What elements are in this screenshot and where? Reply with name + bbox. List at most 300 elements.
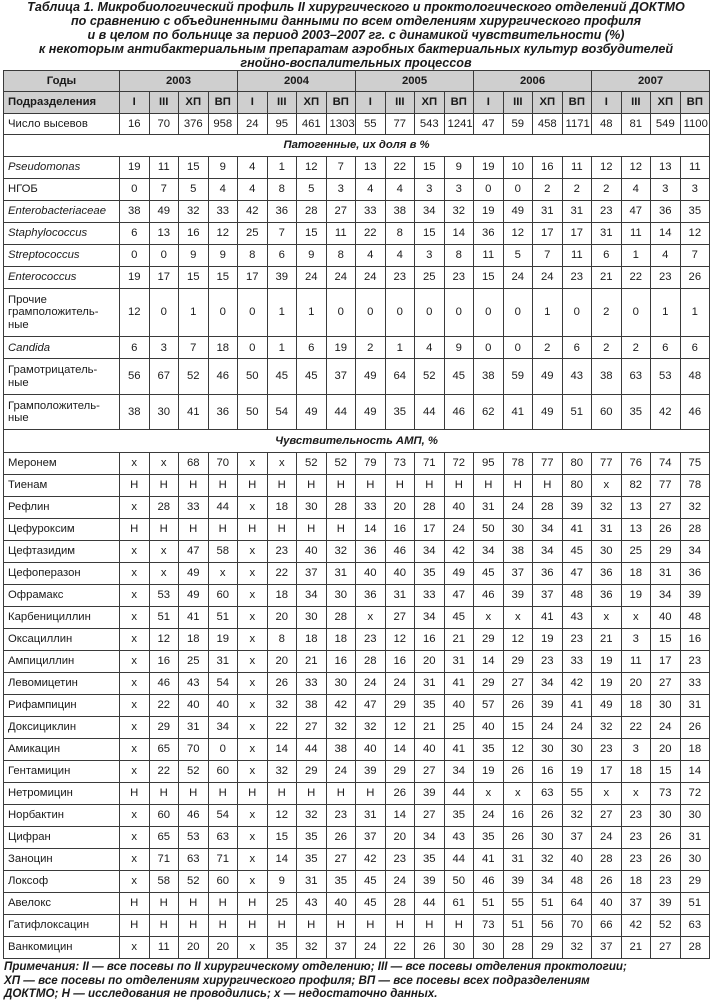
table-cell: 0 bbox=[208, 288, 238, 337]
table-cell: 27 bbox=[415, 804, 445, 826]
table-cell: 20 bbox=[208, 936, 238, 958]
table-cell: 30 bbox=[651, 694, 681, 716]
table-cell: 14 bbox=[267, 848, 297, 870]
table-cell: 6 bbox=[120, 337, 150, 359]
table-cell: 32 bbox=[592, 496, 622, 518]
table-cell: 34 bbox=[415, 826, 445, 848]
table-cell: Н bbox=[179, 782, 209, 804]
table-cell: 39 bbox=[415, 870, 445, 892]
table-cell: х bbox=[474, 606, 504, 628]
table-cell: 35 bbox=[474, 826, 504, 848]
table-cell: 44 bbox=[444, 782, 474, 804]
table-cell: 1 bbox=[533, 288, 563, 337]
table-cell: 77 bbox=[651, 474, 681, 496]
table-cell: 49 bbox=[533, 359, 563, 395]
row-label: Норбактин bbox=[4, 804, 120, 826]
table-cell: 37 bbox=[356, 826, 386, 848]
table-cell: 15 bbox=[208, 266, 238, 288]
table-cell: 22 bbox=[149, 760, 179, 782]
row-label: Enterococcus bbox=[4, 266, 120, 288]
table-cell: 30 bbox=[592, 540, 622, 562]
table-cell: Н bbox=[179, 892, 209, 914]
table-cell: 79 bbox=[356, 452, 386, 474]
table-cell: 4 bbox=[385, 179, 415, 201]
table-cell: Н bbox=[120, 914, 150, 936]
table-cell: 37 bbox=[326, 936, 356, 958]
table-cell: 14 bbox=[385, 738, 415, 760]
table-cell: 12 bbox=[680, 222, 710, 244]
table-cell: 26 bbox=[680, 716, 710, 738]
table-cell: 15 bbox=[179, 266, 209, 288]
table-cell: 34 bbox=[533, 672, 563, 694]
table-cell: 3 bbox=[444, 179, 474, 201]
table-cell: 34 bbox=[533, 518, 563, 540]
table-cell: 39 bbox=[356, 760, 386, 782]
table-cell: 18 bbox=[621, 760, 651, 782]
table-cell: 28 bbox=[149, 496, 179, 518]
table-cell: 1303 bbox=[326, 113, 356, 134]
table-cell: 42 bbox=[562, 672, 592, 694]
table-cell: 52 bbox=[326, 452, 356, 474]
table-cell: 30 bbox=[680, 804, 710, 826]
table-cell: 51 bbox=[533, 892, 563, 914]
table-cell: х bbox=[120, 870, 150, 892]
table-cell: Н bbox=[385, 474, 415, 496]
table-cell: 18 bbox=[267, 584, 297, 606]
table-cell: 8 bbox=[267, 179, 297, 201]
table-cell: 6 bbox=[680, 337, 710, 359]
table-cell: 80 bbox=[562, 452, 592, 474]
drug-row bbox=[4, 672, 710, 694]
table-cell: 38 bbox=[503, 540, 533, 562]
table-cell: 45 bbox=[356, 870, 386, 892]
table-cell: 32 bbox=[267, 760, 297, 782]
division-header: III bbox=[149, 92, 179, 113]
division-header: I bbox=[592, 92, 622, 113]
table-cell: 63 bbox=[208, 826, 238, 848]
table-cell: 11 bbox=[562, 244, 592, 266]
table-cell: Н bbox=[208, 782, 238, 804]
row-label: Рефлин bbox=[4, 496, 120, 518]
table-cell: 78 bbox=[680, 474, 710, 496]
table-cell: 12 bbox=[503, 738, 533, 760]
table-cell: 0 bbox=[415, 288, 445, 337]
table-cell: 9 bbox=[444, 337, 474, 359]
table-cell: 28 bbox=[533, 496, 563, 518]
table-cell: 31 bbox=[356, 804, 386, 826]
table-cell: 52 bbox=[179, 870, 209, 892]
table-cell: 26 bbox=[680, 266, 710, 288]
table-cell: 36 bbox=[533, 562, 563, 584]
table-cell: 1100 bbox=[680, 113, 710, 134]
table-cell: х bbox=[238, 650, 268, 672]
table-cell: 16 bbox=[179, 222, 209, 244]
table-cell: 35 bbox=[297, 848, 327, 870]
table-cell: Н bbox=[326, 474, 356, 496]
table-cell: 23 bbox=[680, 650, 710, 672]
table-cell: 21 bbox=[297, 650, 327, 672]
table-cell: 30 bbox=[474, 936, 504, 958]
table-cell: 54 bbox=[267, 394, 297, 430]
table-cell: 49 bbox=[533, 394, 563, 430]
table-cell: 77 bbox=[533, 452, 563, 474]
table-cell: 37 bbox=[533, 584, 563, 606]
table-cell: 46 bbox=[385, 540, 415, 562]
table-cell: 15 bbox=[267, 826, 297, 848]
table-cell: 32 bbox=[562, 936, 592, 958]
drug-row bbox=[4, 892, 710, 914]
drug-row bbox=[4, 760, 710, 782]
division-header: III bbox=[267, 92, 297, 113]
table-cell: 58 bbox=[208, 540, 238, 562]
table-cell: 40 bbox=[651, 606, 681, 628]
caption-line: по сравнению с объединенными данными по всем отделениям хирургического профиля bbox=[70, 14, 642, 28]
table-cell: 35 bbox=[415, 848, 445, 870]
table-cell: 30 bbox=[533, 826, 563, 848]
table-cell: 40 bbox=[444, 496, 474, 518]
table-cell: 51 bbox=[503, 914, 533, 936]
table-cell: х bbox=[238, 870, 268, 892]
drug-row bbox=[4, 606, 710, 628]
table-cell: 51 bbox=[562, 394, 592, 430]
table-cell: 54 bbox=[208, 804, 238, 826]
table-cell: 17 bbox=[415, 518, 445, 540]
table-cell: 29 bbox=[297, 760, 327, 782]
table-cell: х bbox=[120, 694, 150, 716]
table-cell: х bbox=[120, 452, 150, 474]
table-cell: 46 bbox=[474, 584, 504, 606]
table-cell: 34 bbox=[415, 606, 445, 628]
drug-row bbox=[4, 650, 710, 672]
table-cell: 31 bbox=[179, 716, 209, 738]
table-cell: Н bbox=[503, 474, 533, 496]
pathogen-row bbox=[4, 288, 710, 337]
table-cell: 0 bbox=[326, 288, 356, 337]
table-cell: 15 bbox=[503, 716, 533, 738]
table-cell: 18 bbox=[621, 870, 651, 892]
table-cell: 45 bbox=[297, 359, 327, 395]
table-cell: 27 bbox=[651, 936, 681, 958]
table-cell: 60 bbox=[208, 760, 238, 782]
table-cell: 37 bbox=[297, 562, 327, 584]
drug-row bbox=[4, 628, 710, 650]
table-cell: 4 bbox=[415, 337, 445, 359]
table-cell: 60 bbox=[208, 870, 238, 892]
drug-row bbox=[4, 452, 710, 474]
table-cell: 18 bbox=[326, 628, 356, 650]
table-cell: 35 bbox=[415, 562, 445, 584]
table-cell: 4 bbox=[356, 179, 386, 201]
table-cell: 15 bbox=[651, 628, 681, 650]
table-cell: 29 bbox=[385, 694, 415, 716]
table-cell: 19 bbox=[474, 760, 504, 782]
table-cell: 16 bbox=[149, 650, 179, 672]
pathogen-row bbox=[4, 359, 710, 395]
table-cell: Н bbox=[179, 518, 209, 540]
table-cell: 1 bbox=[297, 288, 327, 337]
table-cell: 27 bbox=[326, 848, 356, 870]
division-header: ВП bbox=[326, 92, 356, 113]
table-cell: 35 bbox=[680, 201, 710, 223]
table-cell: 36 bbox=[267, 201, 297, 223]
table-cell: 70 bbox=[562, 914, 592, 936]
table-cell: 39 bbox=[415, 782, 445, 804]
table-cell: 23 bbox=[385, 848, 415, 870]
row-label: Меронем bbox=[4, 452, 120, 474]
table-cell: 12 bbox=[385, 716, 415, 738]
table-cell: Н bbox=[297, 474, 327, 496]
table-cell: 24 bbox=[533, 266, 563, 288]
table-cell: 27 bbox=[326, 201, 356, 223]
drug-row bbox=[4, 474, 710, 496]
table-cell: 26 bbox=[651, 826, 681, 848]
table-cell: 19 bbox=[533, 628, 563, 650]
table-cell: 40 bbox=[356, 562, 386, 584]
table-cell: 70 bbox=[179, 738, 209, 760]
table-cell: 24 bbox=[356, 936, 386, 958]
table-cell: 18 bbox=[621, 694, 651, 716]
table-cell: 7 bbox=[533, 244, 563, 266]
table-cell: 6 bbox=[651, 337, 681, 359]
table-cell: 24 bbox=[503, 266, 533, 288]
table-cell: 15 bbox=[415, 222, 445, 244]
section-title: Чувствительность АМП, % bbox=[4, 430, 710, 452]
table-cell: 9 bbox=[179, 244, 209, 266]
table-cell: 12 bbox=[503, 628, 533, 650]
table-cell: 0 bbox=[503, 288, 533, 337]
table-cell: 4 bbox=[356, 244, 386, 266]
table-cell: 22 bbox=[385, 157, 415, 179]
table-cell: 0 bbox=[149, 244, 179, 266]
table-cell: 13 bbox=[149, 222, 179, 244]
drug-row bbox=[4, 716, 710, 738]
table-cell: 20 bbox=[179, 936, 209, 958]
note-line: ДОКТМО; Н — исследования не проводились; х — недостаточно данных. bbox=[4, 987, 438, 1000]
table-cell: 28 bbox=[326, 606, 356, 628]
note-line: ХП — все посевы по отделениям хирургического профиля; ВП — все посевы всех подразделениям bbox=[4, 973, 590, 987]
table-cell: х bbox=[238, 826, 268, 848]
row-label: Рифампицин bbox=[4, 694, 120, 716]
table-cell: 27 bbox=[651, 496, 681, 518]
table-cell: х bbox=[503, 606, 533, 628]
table-cell: Н bbox=[326, 782, 356, 804]
table-cell: 7 bbox=[179, 337, 209, 359]
row-label: Staphylococcus bbox=[4, 222, 120, 244]
table-cell: 0 bbox=[474, 337, 504, 359]
table-cell: 0 bbox=[356, 288, 386, 337]
table-cell: х bbox=[238, 936, 268, 958]
table-cell: 12 bbox=[208, 222, 238, 244]
table-cell: 72 bbox=[680, 782, 710, 804]
table-cell: 43 bbox=[179, 672, 209, 694]
table-cell: 44 bbox=[415, 394, 445, 430]
table-cell: 49 bbox=[356, 359, 386, 395]
table-cell: 24 bbox=[592, 826, 622, 848]
table-cell: 64 bbox=[385, 359, 415, 395]
table-cell: 18 bbox=[297, 628, 327, 650]
table-cell: 28 bbox=[415, 496, 445, 518]
table-cell: 39 bbox=[651, 892, 681, 914]
table-cell: 47 bbox=[356, 694, 386, 716]
table-cell: 26 bbox=[533, 804, 563, 826]
division-header: ХП bbox=[179, 92, 209, 113]
table-cell: 39 bbox=[680, 584, 710, 606]
table-cell: 22 bbox=[385, 936, 415, 958]
table-cell: 16 bbox=[415, 628, 445, 650]
table-cell: Н bbox=[120, 518, 150, 540]
table-cell: 5 bbox=[503, 244, 533, 266]
table-cell: 2 bbox=[592, 337, 622, 359]
table-cell: 15 bbox=[415, 157, 445, 179]
table-cell: 34 bbox=[533, 870, 563, 892]
table-cell: 3 bbox=[415, 244, 445, 266]
table-cell: 27 bbox=[385, 606, 415, 628]
table-cell: 43 bbox=[562, 606, 592, 628]
division-header: ХП bbox=[533, 92, 563, 113]
table-cell: 29 bbox=[149, 716, 179, 738]
table-cell: Н bbox=[120, 892, 150, 914]
table-cell: 49 bbox=[356, 394, 386, 430]
table-cell: 42 bbox=[238, 201, 268, 223]
table-cell: 19 bbox=[592, 650, 622, 672]
table-cell: 37 bbox=[621, 892, 651, 914]
table-cell: 42 bbox=[356, 848, 386, 870]
table-cell: Н bbox=[297, 518, 327, 540]
table-cell: 19 bbox=[592, 672, 622, 694]
table-cell: 24 bbox=[238, 113, 268, 134]
row-label: Заноцин bbox=[4, 848, 120, 870]
table-cell: 24 bbox=[444, 518, 474, 540]
table-cell: 23 bbox=[592, 738, 622, 760]
table-cell: 32 bbox=[297, 804, 327, 826]
caption-line: Таблица 1. Микробиологический профиль II хирургического и проктологического отделений ДОКТМО bbox=[27, 0, 685, 14]
table-cell: 40 bbox=[208, 694, 238, 716]
table-cell: 34 bbox=[533, 540, 563, 562]
table-cell: х bbox=[238, 738, 268, 760]
table-cell: 74 bbox=[651, 452, 681, 474]
table-cell: Н bbox=[208, 518, 238, 540]
table-cell: х bbox=[356, 606, 386, 628]
table-cell: х bbox=[592, 606, 622, 628]
table-cell: 24 bbox=[474, 804, 504, 826]
table-cell: 27 bbox=[503, 672, 533, 694]
table-cell: 29 bbox=[474, 672, 504, 694]
table-cell: 19 bbox=[474, 201, 504, 223]
table-cell: Н bbox=[415, 914, 445, 936]
drug-row bbox=[4, 518, 710, 540]
division-header: I bbox=[474, 92, 504, 113]
table-cell: 8 bbox=[326, 244, 356, 266]
table-cell: 31 bbox=[385, 584, 415, 606]
table-cell: 28 bbox=[356, 650, 386, 672]
table-cell: х bbox=[120, 672, 150, 694]
table-cell: 23 bbox=[267, 540, 297, 562]
table-cell: 33 bbox=[208, 201, 238, 223]
table-cell: 28 bbox=[385, 892, 415, 914]
table-cell: 29 bbox=[503, 650, 533, 672]
row-label: Грамотрицатель-ные bbox=[4, 359, 120, 395]
table-cell: 17 bbox=[651, 650, 681, 672]
table-cell: 29 bbox=[474, 628, 504, 650]
table-cell: х bbox=[238, 540, 268, 562]
table-cell: х bbox=[208, 562, 238, 584]
row-label: Оксациллин bbox=[4, 628, 120, 650]
table-cell: 52 bbox=[297, 452, 327, 474]
table-cell: 1 bbox=[179, 288, 209, 337]
table-cell: 2 bbox=[562, 179, 592, 201]
table-cell: х bbox=[120, 804, 150, 826]
row-label: Число высевов bbox=[4, 113, 120, 134]
table-cell: 66 bbox=[592, 914, 622, 936]
table-cell: 34 bbox=[444, 760, 474, 782]
table-cell: 34 bbox=[297, 584, 327, 606]
table-cell: х bbox=[120, 606, 150, 628]
table-cell: 11 bbox=[149, 157, 179, 179]
table-cell: 20 bbox=[621, 672, 651, 694]
table-cell: 38 bbox=[297, 694, 327, 716]
table-cell: 21 bbox=[444, 628, 474, 650]
table-cell: 42 bbox=[621, 914, 651, 936]
table-cell: 30 bbox=[444, 936, 474, 958]
table-cell: 46 bbox=[208, 359, 238, 395]
table-cell: 4 bbox=[238, 157, 268, 179]
table-cell: 72 bbox=[444, 452, 474, 474]
table-cell: 25 bbox=[267, 892, 297, 914]
table-cell: 16 bbox=[385, 650, 415, 672]
table-cell: Н bbox=[120, 474, 150, 496]
table-cell: 36 bbox=[680, 562, 710, 584]
table-cell: 12 bbox=[621, 157, 651, 179]
table-cell: 17 bbox=[149, 266, 179, 288]
table-cell: 21 bbox=[592, 628, 622, 650]
table-cell: 23 bbox=[326, 804, 356, 826]
table-cell: 17 bbox=[238, 266, 268, 288]
table-cell: 8 bbox=[444, 244, 474, 266]
table-cell: 28 bbox=[503, 936, 533, 958]
year-header: 2006 bbox=[474, 71, 592, 92]
table-cell: х bbox=[238, 716, 268, 738]
drug-row bbox=[4, 540, 710, 562]
table-cell: 45 bbox=[444, 359, 474, 395]
table-cell: 32 bbox=[326, 540, 356, 562]
table-cell: 81 bbox=[621, 113, 651, 134]
table-cell: 38 bbox=[326, 738, 356, 760]
table-cell: 34 bbox=[651, 584, 681, 606]
table-cell: 78 bbox=[503, 452, 533, 474]
table-cell: 17 bbox=[592, 760, 622, 782]
table-cell: 35 bbox=[267, 936, 297, 958]
division-header: ХП bbox=[415, 92, 445, 113]
table-cell: 31 bbox=[592, 518, 622, 540]
table-cell: 3 bbox=[651, 179, 681, 201]
table-cell: 45 bbox=[562, 540, 592, 562]
row-label: Enterobacteriaceae bbox=[4, 201, 120, 223]
table-cell: Н bbox=[179, 914, 209, 936]
table-cell: 31 bbox=[680, 694, 710, 716]
drug-row bbox=[4, 870, 710, 892]
table-cell: 22 bbox=[356, 222, 386, 244]
table-cell: 14 bbox=[474, 650, 504, 672]
table-cell: 22 bbox=[267, 716, 297, 738]
table-cell: 14 bbox=[385, 804, 415, 826]
table-cell: х bbox=[120, 650, 150, 672]
table-cell: 24 bbox=[385, 672, 415, 694]
table-cell: 55 bbox=[562, 782, 592, 804]
table-cell: 11 bbox=[680, 157, 710, 179]
table-cell: 0 bbox=[385, 288, 415, 337]
table-cell: 5 bbox=[297, 179, 327, 201]
table-cell: 41 bbox=[562, 518, 592, 540]
